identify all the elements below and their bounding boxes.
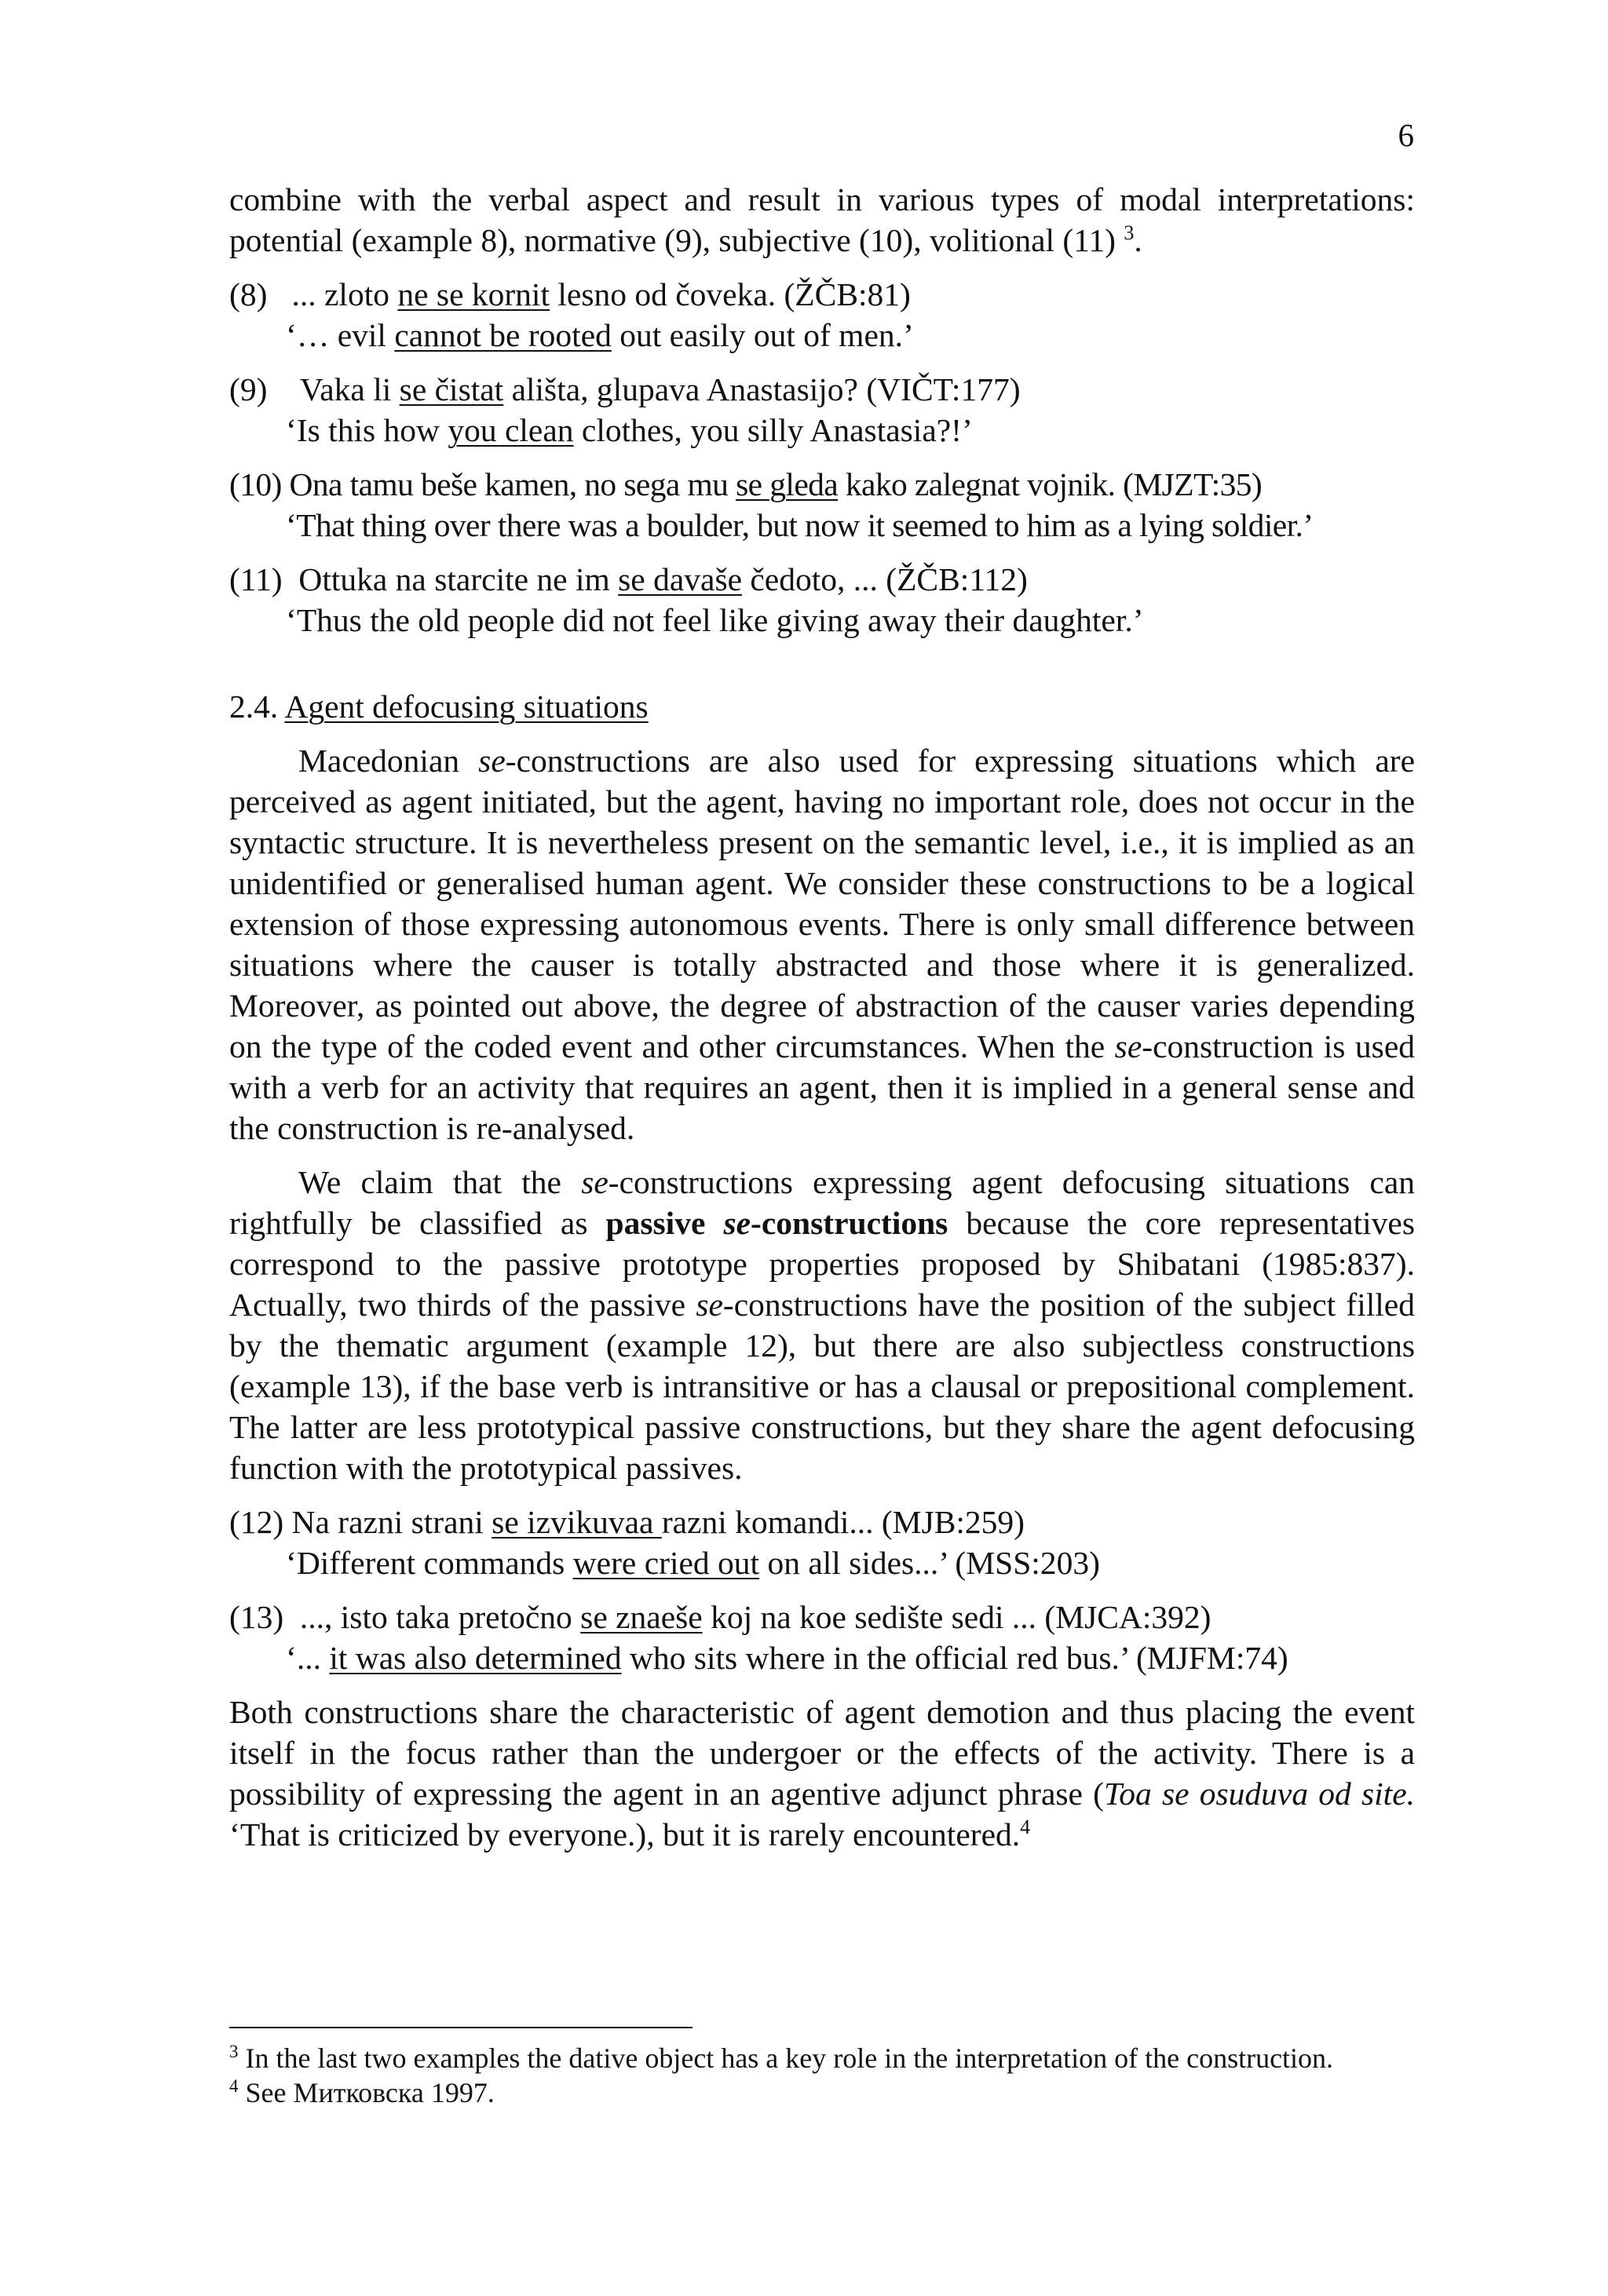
text: -constructions expressing agent defocusing situations can rightfully be classified as: [229, 1164, 1416, 1241]
example-source-underlined: se davaše: [618, 561, 743, 597]
example-number: (9): [229, 371, 268, 407]
example-source: ..., isto taka pretočno: [299, 1599, 581, 1635]
footnote-text: In the last two examples the dative object has a key role in the interpretation of the construction.: [238, 2042, 1334, 2074]
example-gloss-underlined: cannot be rooted: [394, 317, 612, 353]
italic-example: Toa se osuduva od site.: [1103, 1776, 1415, 1812]
example-number: (12): [229, 1504, 284, 1540]
example-11: [229, 559, 1415, 641]
example-source-rest: koj na koe sedište sedi ... (MJCA:392): [702, 1599, 1211, 1635]
example-source-rest: lesno od čoveka. (ŽČB:81): [550, 276, 911, 312]
example-source-rest: ališta, glupava Anastasijo? (VIČT:177): [503, 371, 1021, 407]
example-gloss: ‘Different commands: [286, 1545, 573, 1581]
example-source-underlined: se čistat: [399, 371, 504, 407]
italic-se: se: [478, 743, 506, 779]
example-source-underlined: se znaeše: [580, 1599, 703, 1635]
footnote-divider: [229, 2027, 693, 2028]
example-source: ... zloto: [291, 276, 398, 312]
footnote-4: [229, 2075, 1415, 2110]
example-gloss-rest: clothes, you silly Anastasia?!’: [573, 412, 973, 448]
page-number: 6: [1398, 117, 1414, 153]
section-heading: [229, 686, 1415, 727]
main-text: [229, 179, 1415, 1855]
example-source: Ottuka na starcite ne im: [298, 561, 619, 597]
text: -constructions have the position of the subject filled by the thematic argument (example 12), but there are also subjectless constructions (example 13), if the base verb is intransitive or has a clausal or prepositional complement. The latter are less prototypical passive constructions, but they share the agent defocusing function with the prototypical passives.: [229, 1287, 1415, 1486]
example-gloss-underlined: you clean: [448, 412, 574, 448]
bold-term: passive: [605, 1205, 724, 1241]
text: -construction is used with a verb for an activity that requires an agent, then it is implied in a general sense and the construction is re-analysed.: [229, 1028, 1415, 1146]
example-gloss: ‘...: [286, 1640, 330, 1676]
footnote-ref-3[interactable]: 3: [1124, 221, 1135, 245]
footnote-text: See Митковска 1997.: [238, 2077, 495, 2108]
example-13: [229, 1597, 1415, 1678]
example-gloss: ‘Is this how: [286, 412, 448, 448]
example-source-rest: čedoto, ... (ŽČB:112): [742, 561, 1028, 597]
example-source-underlined: se gleda: [736, 466, 839, 502]
footnote-number: 4: [229, 2076, 239, 2096]
paragraph-2: [229, 1162, 1415, 1488]
example-gloss-rest: on all sides...’ (MSS:203): [759, 1545, 1100, 1581]
example-8: [229, 274, 1415, 356]
text: Macedonian: [298, 743, 479, 779]
example-source: Ona tamu beše kamen, no sega mu: [289, 466, 736, 502]
footnote-3: [229, 2041, 1415, 2075]
bold-term: -constructions: [751, 1205, 948, 1241]
footnote-number: 3: [229, 2042, 239, 2061]
section-title: Agent defocusing situations: [284, 688, 649, 725]
example-gloss-underlined: it was also determined: [329, 1640, 622, 1676]
footnotes: [229, 2041, 1415, 2110]
footnote-ref-4[interactable]: 4: [1020, 1816, 1031, 1839]
example-gloss-underlined: were cried out: [572, 1545, 760, 1581]
example-source-underlined: ne se kornit: [397, 276, 550, 312]
text: Both constructions share the characteristic of agent demotion and thus placing the event itself in the focus rather than the undergoer or the effects of the activity. There is a possibility of expressing the agent in an agentive adjunct phrase (: [229, 1694, 1415, 1812]
example-number: (11): [229, 561, 283, 597]
intro-text-end: .: [1134, 222, 1142, 258]
example-gloss-rest: who sits where in the official red bus.’ (MJFM:74): [621, 1640, 1288, 1676]
italic-se: se: [581, 1164, 608, 1200]
paragraph-3: [229, 1692, 1415, 1855]
example-number: (10): [229, 466, 282, 502]
text: -constructions are also used for expressing situations which are perceived as agent initiated, but the agent, having no important role, does not occur in the syntactic structure. It is nevertheless present on the semantic level, i.e., it is implied as an unidentified or generalised human agent. We consider these constructions to be a logical extension of those expressing autonomous events. There is only small difference between situations where the causer is totally abstracted and those where it is generalized. Moreover, as pointed out above, the degree of abstraction of the causer varies depending on the type of the coded event and other circumstances. When the: [229, 743, 1415, 1064]
text: We claim that the: [298, 1164, 582, 1200]
example-source-rest: kako zalegnat vojnik. (MJZT:35): [838, 466, 1263, 502]
text: because the core representatives correspond to the passive prototype properties proposed by Shibatani (1985:837). Actually, two thirds of the passive: [229, 1205, 1415, 1323]
intro-paragraph: [229, 179, 1415, 261]
example-12: [229, 1502, 1415, 1583]
example-gloss-rest: out easily out of men.’: [611, 317, 914, 353]
intro-text: combine with the verbal aspect and result in various types of modal interpretations: potential (example 8), normative (9), subjective (10), volitional (11): [229, 181, 1415, 258]
example-source: Vaka li: [299, 371, 400, 407]
text: ‘That is criticized by everyone.), but it is rarely encountered.: [229, 1816, 1021, 1852]
paragraph-1: [229, 740, 1415, 1148]
italic-se: se: [1114, 1028, 1142, 1064]
bold-italic-se: se: [723, 1205, 751, 1241]
example-gloss: ‘That thing over there was a boulder, but now it seemed to him as a lying soldier.’: [286, 507, 1314, 543]
section-number: 2.4.: [229, 688, 279, 725]
example-number: (13): [229, 1599, 284, 1635]
italic-se: se: [696, 1287, 723, 1323]
example-source-rest: razni komandi... (MJB:259): [661, 1504, 1025, 1540]
example-gloss: ‘Thus the old people did not feel like giving away their daughter.’: [286, 602, 1144, 638]
example-10: [229, 464, 1415, 546]
example-source: Na razni strani: [291, 1504, 492, 1540]
example-source-underlined: se izvikuvaa: [492, 1504, 662, 1540]
example-9: [229, 369, 1415, 451]
example-number: (8): [229, 276, 268, 312]
example-gloss: ‘… evil: [286, 317, 395, 353]
